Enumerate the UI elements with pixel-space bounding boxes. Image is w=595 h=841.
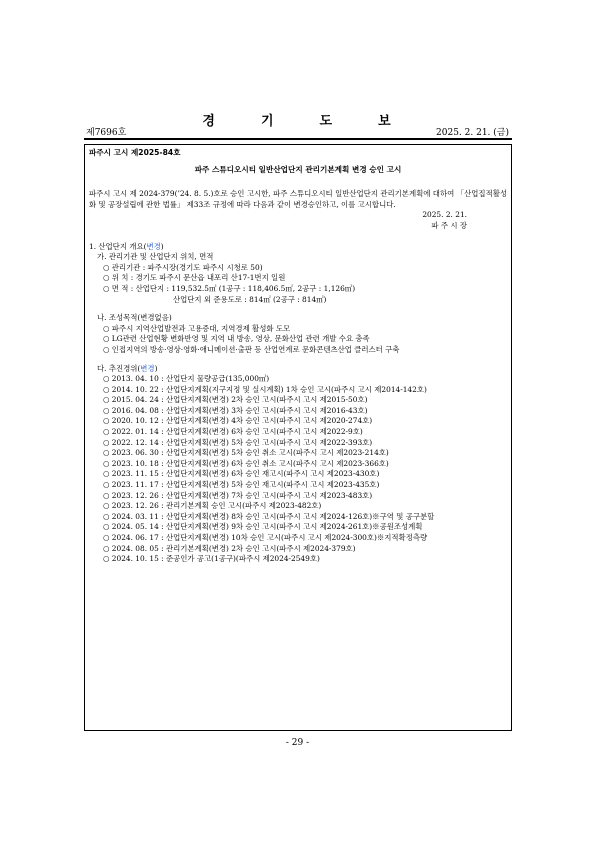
notice-box (84, 144, 512, 731)
history-item: ○ 2024. 05. 14 : 산업단지계획(변경) 9차 승인 고시(파주시 고시 제2024-261호)※공원조성계획 (103, 522, 423, 532)
list-item-continuation: 산업단지 외 준용도로 : 814㎡ (2공구 : 814㎡) (173, 294, 327, 304)
header-divider (84, 138, 512, 140)
notice-content (89, 148, 507, 565)
gazette-title-char: 경 (202, 114, 217, 129)
history-item: ○ 2023. 12. 26 : 관리기본계획 승인 고시(파주시 제2023-482호) (103, 501, 322, 511)
history-item: ○ 2013. 04. 10 : 산업단지 물량공급(135,000㎡) (103, 374, 270, 384)
history-item: ○ 2023. 11. 17 : 산업단지계획(변경) 5차 승인 재고시(파주시 고시 제2023-435호) (103, 480, 380, 490)
gazette-title-char: 보 (378, 114, 393, 129)
history-item: ○ 2020. 10. 12 : 산업단지계획(변경) 4차 승인 고시(파주시 고시 제2020-274호) (103, 416, 373, 426)
history-item: ○ 2024. 10. 15 : 준공인가 공고(1공구)(파주시 제2024-2549호) (103, 554, 320, 564)
history-item: ○ 2024. 08. 05 : 관리기본계획(변경) 2차 승인 고시(파주시 제2024-379호) (103, 543, 356, 553)
notice-number: 파주시 고시 제2025-84호 (89, 148, 181, 157)
history-item: ○ 2023. 10. 18 : 산업단지계획(변경) 6차 승인 취소 고시(파주시 고시 제2023-366호) (103, 458, 389, 468)
subsection-heading: 나. 조성목적(변경없음) (97, 313, 172, 323)
history-item: ○ 2023. 12. 26 : 산업단지계획(변경) 7차 승인 고시(파주시 고시 제2023-483호) (103, 490, 373, 500)
notice-body: 파주시 고시 제 2024-379(’24. 8. 5.)호로 승인 고시한, 파주 스튜디오시티 일반산업단지 관리기본계획에 대하여 「산업집적활성화 및 공장설립에 관한 법률」 제33조 규정에 따라 다음과 같이 변경승인하고, 이를 고시합니다. (89, 189, 507, 209)
section-heading: 1. 산업단지 개요(변경) (89, 241, 164, 251)
list-item: ○ 관리기관 : 파주시장(경기도 파주시 시청로 50) (103, 262, 263, 272)
subsection-heading: 가. 관리기관 및 산업단지 위치, 면적 (97, 252, 214, 262)
issue-number: 제7696호 (86, 128, 127, 138)
change-mark: 변경 (140, 363, 155, 373)
gazette-title-char: 도 (319, 114, 335, 129)
list-item: ○ LG관련 산업현황 변화반영 및 지역 내 방송, 영상, 문화산업 관련 개발 수요 충족 (103, 334, 370, 344)
history-item: ○ 2023. 11. 15 : 산업단지계획(변경) 6차 승인 재고시(파주시 고시 제2023-430호) (103, 469, 380, 479)
history-item: ○ 2022. 12. 14 : 산업단지계획(변경) 5차 승인 고시(파주시 고시 제2022-393호) (103, 437, 373, 447)
list-item: ○ 면 적 : 산업단지 : 119,532.5㎡ (1공구 : 118,406.5㎡, 2공구 : 1,126㎡) (103, 283, 356, 293)
page-number: - 29 - (285, 738, 310, 748)
history-item: ○ 2014. 10. 22 : 산업단지계획(지구지정 및 실시계획) 1차 승인 고시(파주시 고시 제2014-142호) (103, 384, 427, 394)
history-item: ○ 2024. 03. 11 : 산업단지계획(변경) 8차 승인 고시(파주시 고시 제2024-126호)※구역 및 공구분할 (103, 511, 435, 521)
sign-date: 2025. 2. 21. (422, 210, 467, 220)
gazette-title-char: 기 (260, 114, 276, 129)
history-item: ○ 2023. 06. 30 : 산업단지계획(변경) 5차 승인 취소 고시(파주시 고시 제2023-214호) (103, 448, 389, 458)
history-item: ○ 2015. 04. 24 : 산업단지계획(변경) 2차 승인 고시(파주시 고시 제2015-50호) (103, 395, 368, 405)
list-item: ○ 인접지역의 방송·영상·영화·애니메이션·출판 등 산업연계로 문화콘텐츠산업 클러스터 구축 (103, 344, 400, 354)
history-item: ○ 2024. 06. 17 : 산업단지계획(변경) 10차 승인 고시(파주시 고시 제2024-300호)※지적확정측량 (103, 533, 428, 542)
list-item: ○ 파주시 지역산업발전과 고용증대, 지역경제 활성화 도모 (103, 323, 291, 333)
sign-name: 파 주 시 장 (431, 220, 467, 230)
change-mark: 변경 (146, 241, 161, 251)
list-item: ○ 위 치 : 경기도 파주시 문산읍 내포리 산17-1번지 일원 (103, 273, 286, 283)
subsection-heading: 다. 추진경위(변경) (97, 363, 158, 373)
history-item: ○ 2022. 01. 14 : 산업단지계획(변경) 6차 승인 고시(파주시 고시 제2022-9호) (103, 427, 363, 437)
issue-date: 2025. 2. 21. (금) (436, 128, 509, 138)
notice-title: 파주 스튜디오시티 일반산업단지 관리기본계획 변경 승인 고시 (194, 164, 402, 174)
history-item: ○ 2016. 04. 08 : 산업단지계획(변경) 3차 승인 고시(파주시 고시 제2016-43호) (103, 405, 368, 415)
